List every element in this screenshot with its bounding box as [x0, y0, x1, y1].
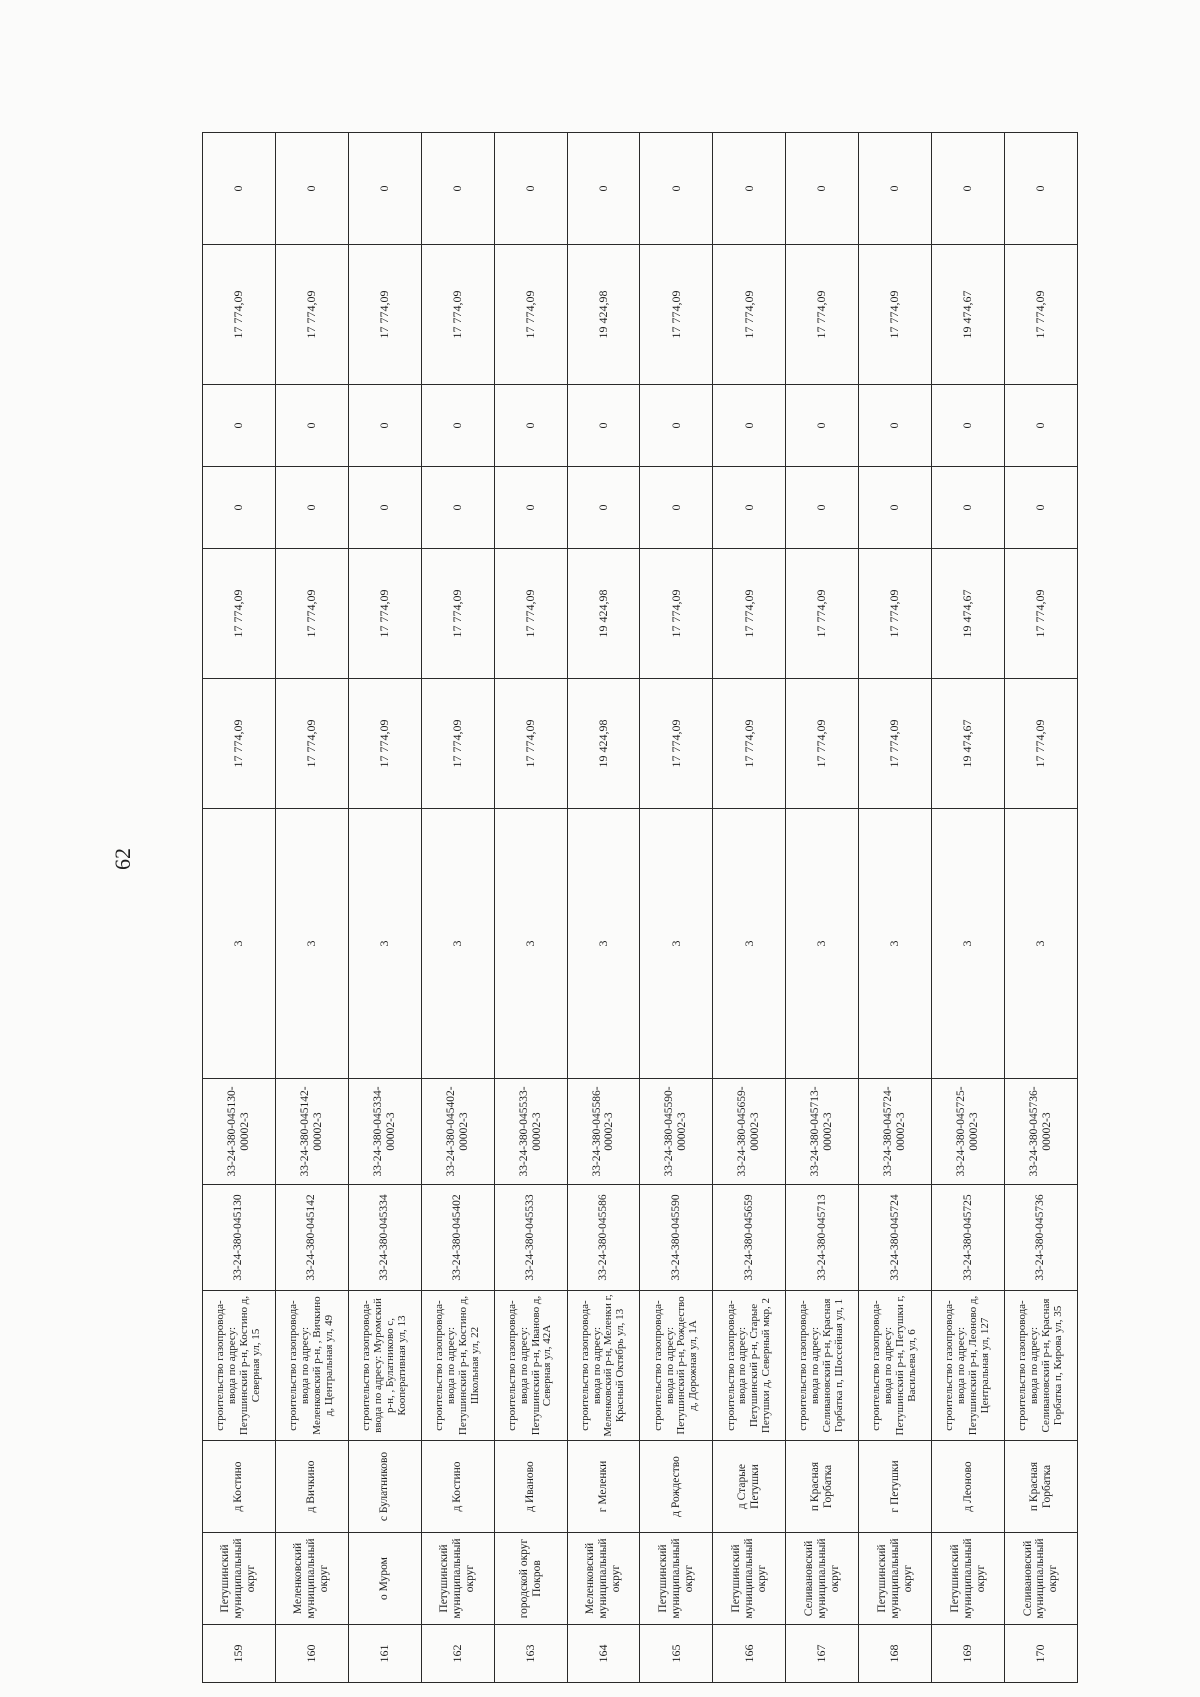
unit-cell: 3 — [567, 809, 640, 1079]
row-number-cell: 169 — [932, 1625, 1005, 1683]
amount-4-cell: 0 — [786, 385, 859, 467]
amount-6-cell: 0 — [494, 133, 567, 245]
application-code-cell: 33-24-380-045142-00002-3 — [275, 1079, 348, 1185]
unit-cell: 3 — [421, 809, 494, 1079]
amount-1-cell: 17 774,09 — [494, 679, 567, 809]
locality-cell: с Булатниково — [348, 1441, 421, 1533]
district-cell: о Муром — [348, 1533, 421, 1625]
unit-cell: 3 — [494, 809, 567, 1079]
amount-5-cell: 17 774,09 — [203, 245, 276, 385]
amount-3-cell: 0 — [932, 467, 1005, 549]
amount-3-cell: 0 — [713, 467, 786, 549]
amount-2-cell: 17 774,09 — [640, 549, 713, 679]
district-cell: Селивановский муниципальный округ — [786, 1533, 859, 1625]
district-cell: Меленковский муниципальный округ — [275, 1533, 348, 1625]
table-body — [203, 133, 1078, 1683]
amount-2-cell: 17 774,09 — [1004, 549, 1077, 679]
application-code-cell: 33-24-380-045659-00002-3 — [713, 1079, 786, 1185]
amount-5-cell: 17 774,09 — [713, 245, 786, 385]
amount-4-cell: 0 — [713, 385, 786, 467]
amount-1-cell: 17 774,09 — [859, 679, 932, 809]
table-row — [713, 133, 786, 1683]
district-cell: Меленковский муниципальный округ — [567, 1533, 640, 1625]
locality-cell: п Красная Горбатка — [786, 1441, 859, 1533]
description-cell: строительство газопровода-ввода по адресу: Селивановский р-н, Красная Горбатка п, Шоссейная ул, 1 — [786, 1291, 859, 1441]
district-cell: городской округ Покров — [494, 1533, 567, 1625]
table-row — [932, 133, 1005, 1683]
amount-3-cell: 0 — [567, 467, 640, 549]
amount-4-cell: 0 — [567, 385, 640, 467]
amount-2-cell: 17 774,09 — [421, 549, 494, 679]
amount-6-cell: 0 — [932, 133, 1005, 245]
row-number-cell: 166 — [713, 1625, 786, 1683]
locality-cell: г Меленки — [567, 1441, 640, 1533]
amount-5-cell: 17 774,09 — [859, 245, 932, 385]
amount-1-cell: 17 774,09 — [421, 679, 494, 809]
amount-4-cell: 0 — [932, 385, 1005, 467]
amount-3-cell: 0 — [275, 467, 348, 549]
amount-2-cell: 17 774,09 — [786, 549, 859, 679]
description-cell: строительство газопровода-ввода по адресу: Петушинский р-н, Костино д, Школьная ул, 22 — [421, 1291, 494, 1441]
amount-4-cell: 0 — [348, 385, 421, 467]
description-cell: строительство газопровода-ввода по адресу: Петушинский р-н, Иваново д, Северная ул, 42А — [494, 1291, 567, 1441]
amount-5-cell: 19 474,67 — [932, 245, 1005, 385]
amount-5-cell: 17 774,09 — [640, 245, 713, 385]
object-code-cell: 33-24-380-045130 — [203, 1185, 276, 1291]
description-cell: строительство газопровода-ввода по адресу: Селивановский р-н, Красная Горбатка п, Кирова ул, 35 — [1004, 1291, 1077, 1441]
locality-cell: д Леоново — [932, 1441, 1005, 1533]
object-code-cell: 33-24-380-045736 — [1004, 1185, 1077, 1291]
amount-6-cell: 0 — [203, 133, 276, 245]
amount-6-cell: 0 — [275, 133, 348, 245]
amount-4-cell: 0 — [203, 385, 276, 467]
row-number-cell: 159 — [203, 1625, 276, 1683]
unit-cell: 3 — [203, 809, 276, 1079]
unit-cell: 3 — [640, 809, 713, 1079]
row-number-cell: 161 — [348, 1625, 421, 1683]
amount-1-cell: 17 774,09 — [348, 679, 421, 809]
amount-2-cell: 17 774,09 — [348, 549, 421, 679]
amount-1-cell: 17 774,09 — [786, 679, 859, 809]
amount-5-cell: 17 774,09 — [421, 245, 494, 385]
application-code-cell: 33-24-380-045586-00002-3 — [567, 1079, 640, 1185]
table-row — [275, 133, 348, 1683]
district-cell: Петушинский муниципальный округ — [203, 1533, 276, 1625]
amount-3-cell: 0 — [421, 467, 494, 549]
amount-2-cell: 17 774,09 — [275, 549, 348, 679]
amount-6-cell: 0 — [348, 133, 421, 245]
application-code-cell: 33-24-380-045724-00002-3 — [859, 1079, 932, 1185]
amount-4-cell: 0 — [859, 385, 932, 467]
locality-cell: д Вичкино — [275, 1441, 348, 1533]
unit-cell: 3 — [713, 809, 786, 1079]
locality-cell: д Рождество — [640, 1441, 713, 1533]
row-number-cell: 164 — [567, 1625, 640, 1683]
table-row — [567, 133, 640, 1683]
amount-6-cell: 0 — [421, 133, 494, 245]
description-cell: строительство газопровода-ввода по адресу: Петушинский р-н, Рождество д, Дорожная ул, 1А — [640, 1291, 713, 1441]
row-number-cell: 160 — [275, 1625, 348, 1683]
amount-5-cell: 17 774,09 — [494, 245, 567, 385]
description-cell: строительство газопровода-ввода по адресу: Меленковский р-н, Меленки г, Красный Октябрь ул, 13 — [567, 1291, 640, 1441]
amount-3-cell: 0 — [494, 467, 567, 549]
locality-cell: г Петушки — [859, 1441, 932, 1533]
row-number-cell: 167 — [786, 1625, 859, 1683]
table-row — [1004, 133, 1077, 1683]
object-code-cell: 33-24-380-045725 — [932, 1185, 1005, 1291]
application-code-cell: 33-24-380-045590-00002-3 — [640, 1079, 713, 1185]
amount-1-cell: 17 774,09 — [203, 679, 276, 809]
amount-4-cell: 0 — [421, 385, 494, 467]
locality-cell: д Костино — [421, 1441, 494, 1533]
amount-2-cell: 19 474,67 — [932, 549, 1005, 679]
description-cell: строительство газопровода-ввода по адресу: Муромский р-н, , Булатниково с, Кооперативная ул, 13 — [348, 1291, 421, 1441]
table-row — [859, 133, 932, 1683]
unit-cell: 3 — [859, 809, 932, 1079]
district-cell: Петушинский муниципальный округ — [421, 1533, 494, 1625]
application-code-cell: 33-24-380-045713-00002-3 — [786, 1079, 859, 1185]
object-code-cell: 33-24-380-045402 — [421, 1185, 494, 1291]
amount-5-cell: 17 774,09 — [275, 245, 348, 385]
application-code-cell: 33-24-380-045725-00002-3 — [932, 1079, 1005, 1185]
unit-cell: 3 — [786, 809, 859, 1079]
district-cell: Петушинский муниципальный округ — [859, 1533, 932, 1625]
description-cell: строительство газопровода-ввода по адресу: Петушинский р-н, Костино д, Северная ул, 15 — [203, 1291, 276, 1441]
amount-1-cell: 17 774,09 — [640, 679, 713, 809]
object-code-cell: 33-24-380-045713 — [786, 1185, 859, 1291]
amount-2-cell: 17 774,09 — [494, 549, 567, 679]
amount-2-cell: 17 774,09 — [203, 549, 276, 679]
row-number-cell: 170 — [1004, 1625, 1077, 1683]
table-row — [494, 133, 567, 1683]
table-row — [348, 133, 421, 1683]
amount-4-cell: 0 — [1004, 385, 1077, 467]
object-code-cell: 33-24-380-045533 — [494, 1185, 567, 1291]
object-code-cell: 33-24-380-045586 — [567, 1185, 640, 1291]
application-code-cell: 33-24-380-045402-00002-3 — [421, 1079, 494, 1185]
amount-3-cell: 0 — [348, 467, 421, 549]
unit-cell: 3 — [275, 809, 348, 1079]
row-number-cell: 168 — [859, 1625, 932, 1683]
unit-cell: 3 — [348, 809, 421, 1079]
row-number-cell: 163 — [494, 1625, 567, 1683]
description-cell: строительство газопровода-ввода по адресу: Петушинский р-н, Леоново д, Центральная ул, 127 — [932, 1291, 1005, 1441]
amount-4-cell: 0 — [494, 385, 567, 467]
amount-1-cell: 19 424,98 — [567, 679, 640, 809]
unit-cell: 3 — [932, 809, 1005, 1079]
amount-6-cell: 0 — [1004, 133, 1077, 245]
table-row — [203, 133, 276, 1683]
amount-5-cell: 19 424,98 — [567, 245, 640, 385]
object-code-cell: 33-24-380-045659 — [713, 1185, 786, 1291]
locality-cell: п Красная Горбатка — [1004, 1441, 1077, 1533]
amount-2-cell: 17 774,09 — [859, 549, 932, 679]
object-code-cell: 33-24-380-045334 — [348, 1185, 421, 1291]
amount-6-cell: 0 — [713, 133, 786, 245]
amount-4-cell: 0 — [640, 385, 713, 467]
amount-1-cell: 17 774,09 — [713, 679, 786, 809]
description-cell: строительство газопровода-ввода по адресу: Петушинский р-н, Петушки г, Васильева ул, 6 — [859, 1291, 932, 1441]
amount-2-cell: 19 424,98 — [567, 549, 640, 679]
amount-5-cell: 17 774,09 — [1004, 245, 1077, 385]
object-code-cell: 33-24-380-045724 — [859, 1185, 932, 1291]
amount-3-cell: 0 — [786, 467, 859, 549]
amount-1-cell: 19 474,67 — [932, 679, 1005, 809]
unit-cell: 3 — [1004, 809, 1077, 1079]
object-code-cell: 33-24-380-045142 — [275, 1185, 348, 1291]
application-code-cell: 33-24-380-045533-00002-3 — [494, 1079, 567, 1185]
page-number: 62 — [110, 848, 135, 870]
application-code-cell: 33-24-380-045334-00002-3 — [348, 1079, 421, 1185]
amount-6-cell: 0 — [859, 133, 932, 245]
amount-4-cell: 0 — [275, 385, 348, 467]
amount-5-cell: 17 774,09 — [786, 245, 859, 385]
row-number-cell: 162 — [421, 1625, 494, 1683]
amount-3-cell: 0 — [859, 467, 932, 549]
amount-3-cell: 0 — [1004, 467, 1077, 549]
table-row — [786, 133, 859, 1683]
district-cell: Селивановский муниципальный округ — [1004, 1533, 1077, 1625]
amount-5-cell: 17 774,09 — [348, 245, 421, 385]
application-code-cell: 33-24-380-045736-00002-3 — [1004, 1079, 1077, 1185]
amount-3-cell: 0 — [640, 467, 713, 549]
locality-cell: д Костино — [203, 1441, 276, 1533]
amount-6-cell: 0 — [786, 133, 859, 245]
amount-3-cell: 0 — [203, 467, 276, 549]
table-row — [640, 133, 713, 1683]
amount-1-cell: 17 774,09 — [1004, 679, 1077, 809]
amount-6-cell: 0 — [640, 133, 713, 245]
district-cell: Петушинский муниципальный округ — [640, 1533, 713, 1625]
table-row — [421, 133, 494, 1683]
amount-1-cell: 17 774,09 — [275, 679, 348, 809]
application-code-cell: 33-24-380-045130-00002-3 — [203, 1079, 276, 1185]
gas-pipeline-table — [202, 132, 1078, 1683]
description-cell: строительство газопровода-ввода по адресу: Петушинский р-н, Старые Петушки д, Северный мкр, 2 — [713, 1291, 786, 1441]
object-code-cell: 33-24-380-045590 — [640, 1185, 713, 1291]
locality-cell: д Старые Петушки — [713, 1441, 786, 1533]
description-cell: строительство газопровода-ввода по адресу: Меленковский р-н, , Вичкино д, Центральная ул, 49 — [275, 1291, 348, 1441]
amount-2-cell: 17 774,09 — [713, 549, 786, 679]
district-cell: Петушинский муниципальный округ — [713, 1533, 786, 1625]
rotated-table-wrapper — [202, 133, 1078, 1683]
row-number-cell: 165 — [640, 1625, 713, 1683]
district-cell: Петушинский муниципальный округ — [932, 1533, 1005, 1625]
locality-cell: д Иваново — [494, 1441, 567, 1533]
amount-6-cell: 0 — [567, 133, 640, 245]
